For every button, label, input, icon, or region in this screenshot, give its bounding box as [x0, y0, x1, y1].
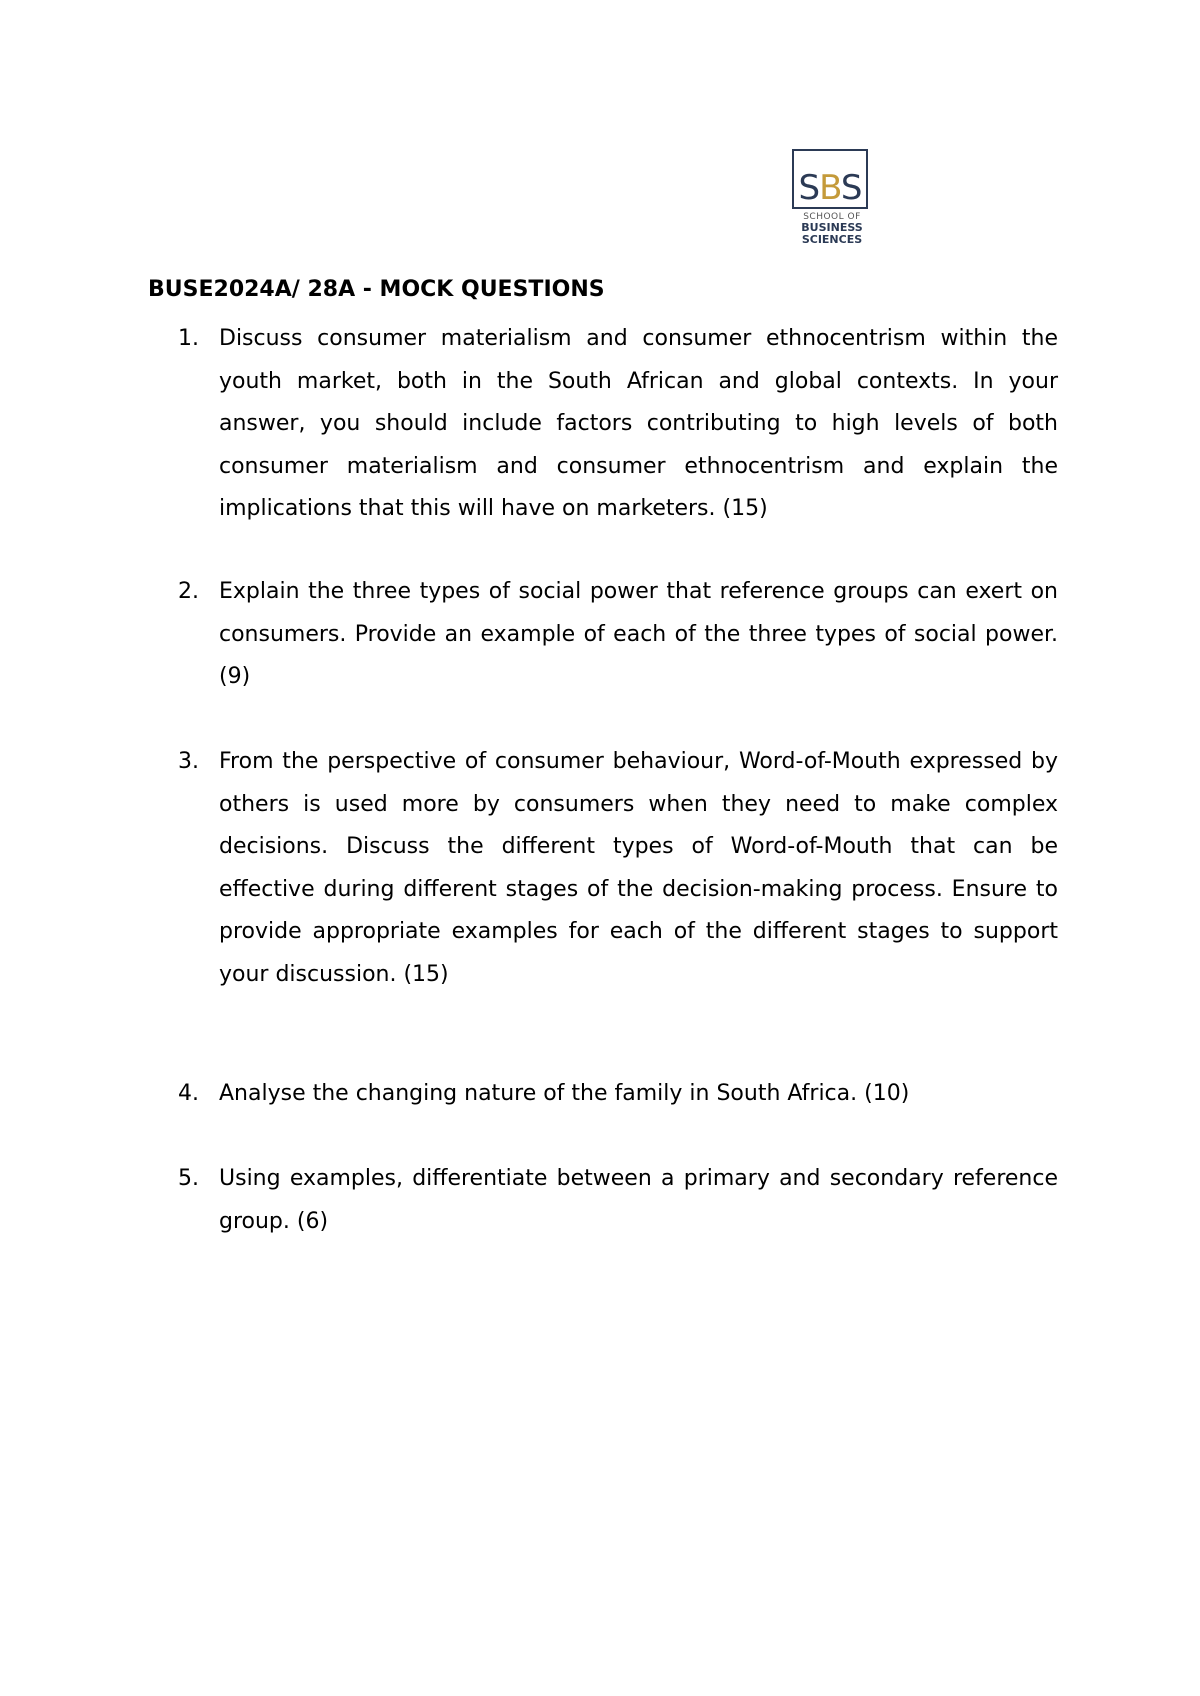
logo-line3: SCIENCES — [801, 233, 863, 246]
logo-letters: SBS — [798, 168, 862, 208]
question-3 — [178, 741, 1058, 996]
question-text: From the perspective of consumer behaviour, Word-of-Mouth expressed by others is used more by consumers when they need to make complex decisions. Discuss the different types of Word-of-Mouth that can be effective during different stages of the decision-making process. Ensure to provide appropriate examples for each of the different stages to support your discussion. (15) — [219, 749, 1058, 987]
question-number: 1. — [178, 326, 199, 351]
logo-line2: BUSINESS — [801, 221, 863, 234]
question-text: Using examples, differentiate between a primary and secondary reference group. (6) — [219, 1166, 1058, 1234]
question-5 — [178, 1158, 1058, 1243]
question-number: 2. — [178, 579, 199, 604]
question-text: Analyse the changing nature of the family in South Africa. (10) — [219, 1081, 910, 1106]
question-text: Explain the three types of social power that reference groups can exert on consumers. Provide an example of each of the three types of social power. (9) — [219, 579, 1058, 689]
school-logo — [792, 149, 872, 246]
logo-line1: SCHOOL OF — [803, 212, 861, 222]
question-number: 5. — [178, 1166, 199, 1191]
page-title: BUSE2024A/ 28A - MOCK QUESTIONS — [148, 277, 605, 302]
question-number: 4. — [178, 1081, 199, 1106]
logo-box — [792, 149, 868, 209]
question-1 — [178, 318, 1058, 531]
question-4 — [178, 1073, 1058, 1116]
question-number: 3. — [178, 749, 199, 774]
question-text: Discuss consumer materialism and consumer ethnocentrism within the youth market, both in the South African and global contexts. In your answer, you should include factors contributing to high levels of both consumer materialism and consumer ethnocentrism and explain the implications that this will have on marketers. (15) — [219, 326, 1058, 521]
question-2 — [178, 571, 1058, 699]
